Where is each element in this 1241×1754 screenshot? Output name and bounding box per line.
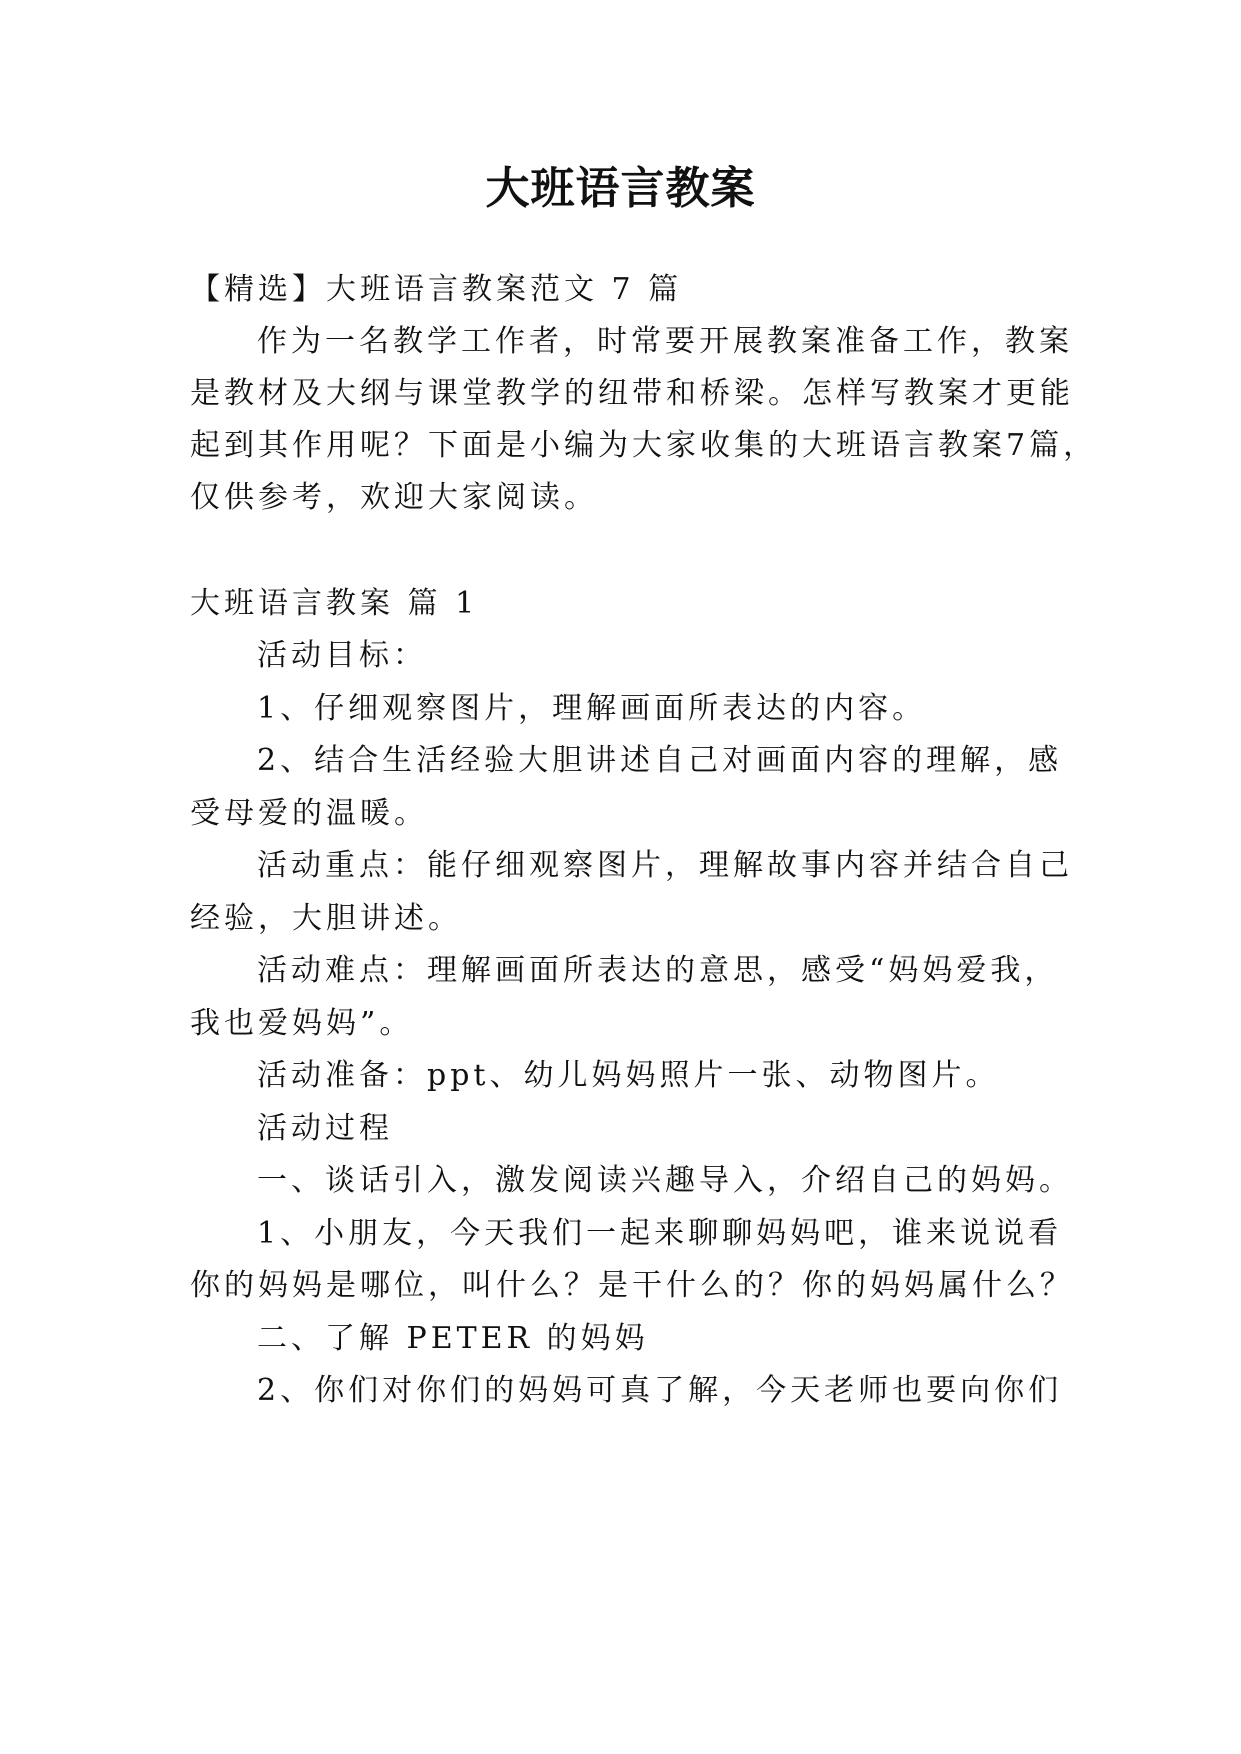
paragraph-line: 我也爱妈妈”。 <box>190 1006 414 1041</box>
paragraph-line: 1、小朋友，今天我们一起来聊聊妈妈吧，谁来说说看 <box>257 1216 1063 1251</box>
paragraph-line: 一、谈话引入，激发阅读兴趣导入，介绍自己的妈妈。 <box>257 1163 1073 1198</box>
paragraph-line: 经验，大胆讲述。 <box>190 901 462 936</box>
paragraph-line: 仅供参考，欢迎大家阅读。 <box>190 480 598 515</box>
paragraph-line: 起到其作用呢？下面是小编为大家收集的大班语言教案7篇， <box>190 428 1098 463</box>
paragraph-line: 1、仔细观察图片，理解画面所表达的内容。 <box>257 691 927 726</box>
paragraph-line: 2、结合生活经验大胆讲述自己对画面内容的理解，感 <box>257 743 1063 778</box>
paragraph-line: 活动目标： <box>257 638 427 673</box>
section-heading: 大班语言教案 篇 1 <box>190 586 479 621</box>
paragraph-line: 你的妈妈是哪位，叫什么？是干什么的？你的妈妈属什么？ <box>190 1268 1074 1303</box>
paragraph-line: 是教材及大纲与课堂教学的纽带和桥梁。怎样写教案才更能 <box>190 376 1074 411</box>
paragraph-line: 活动准备：ppt、幼儿妈妈照片一张、动物图片。 <box>257 1058 1000 1093</box>
paragraph-line: 活动重点：能仔细观察图片，理解故事内容并结合自己 <box>257 848 1073 883</box>
subtitle-line: 【精选】大班语言教案范文 7 篇 <box>190 272 683 307</box>
paragraph-line: 二、了解 PETER 的妈妈 <box>257 1321 649 1356</box>
paragraph-line: 2、你们对你们的妈妈可真了解，今天老师也要向你们 <box>257 1373 1063 1408</box>
paragraph-line: 活动难点：理解画面所表达的意思，感受“妈妈爱我， <box>257 953 1059 988</box>
document-title: 大班语言教案 <box>485 163 756 214</box>
paragraph-line: 受母爱的温暖。 <box>190 796 428 831</box>
paragraph-line: 作为一名教学工作者，时常要开展教案准备工作，教案 <box>257 324 1073 359</box>
paragraph-line: 活动过程 <box>257 1111 393 1146</box>
